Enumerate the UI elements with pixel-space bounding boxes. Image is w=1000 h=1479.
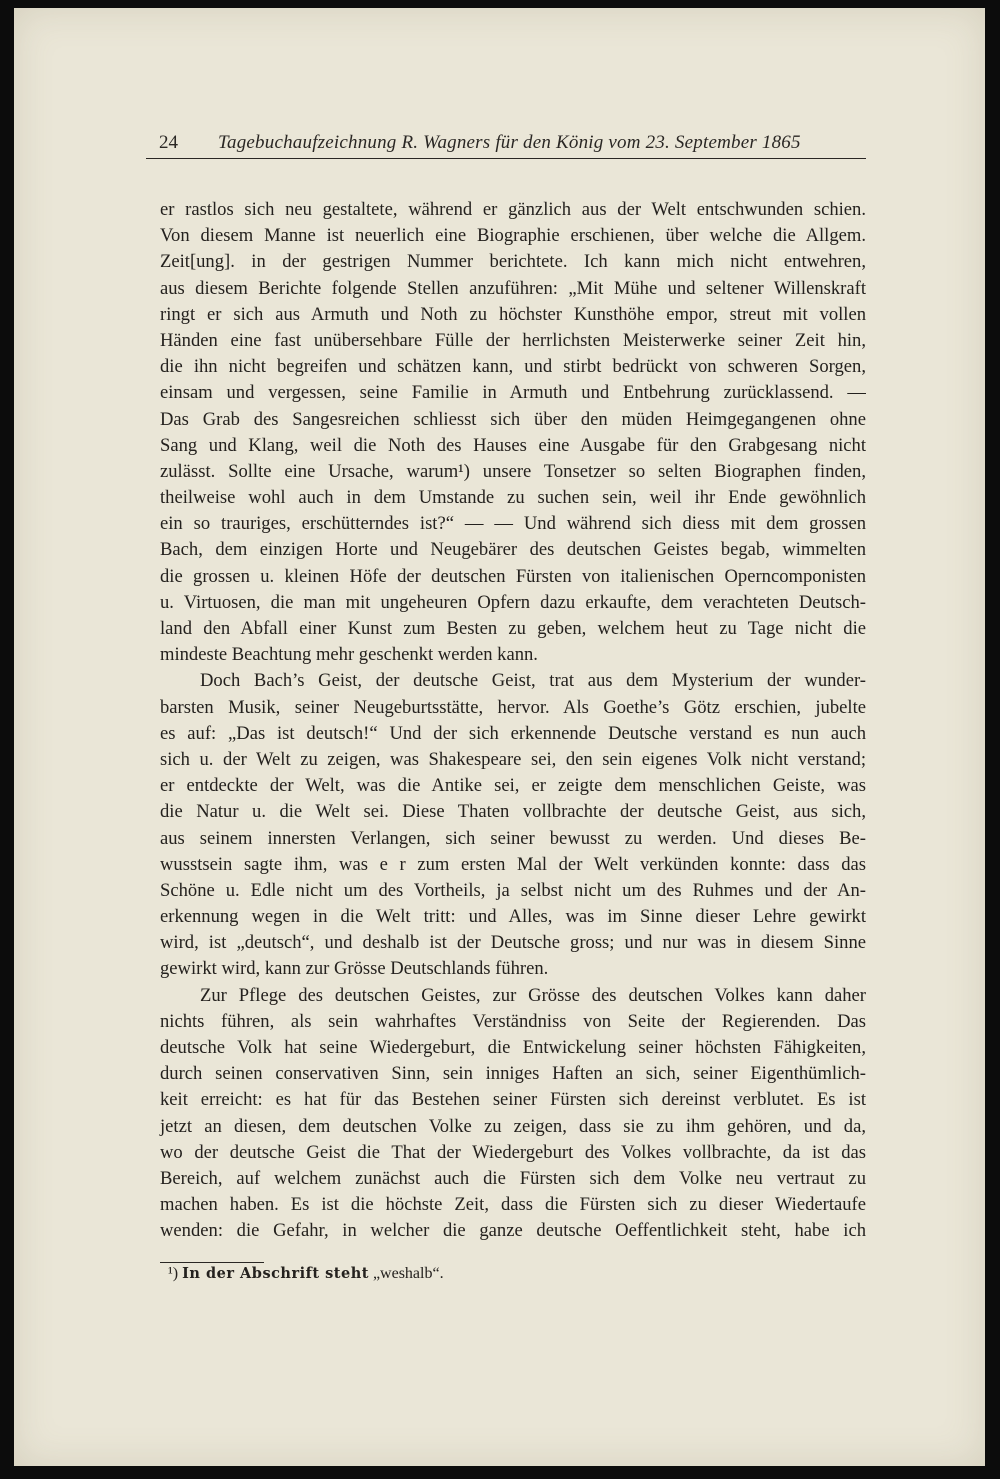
text-line: keit erreicht: es hat für das Bestehen seiner Fürsten sich dereinst verblutet. Es ist (160, 1089, 866, 1111)
text-line: die Natur u. die Welt sei. Diese Thaten vollbrachte der deutsche Geist, aus sich, (160, 801, 866, 823)
text-line: land den Abfall einer Kunst zum Besten zu geben, welchem heut zu Tage nicht die (160, 618, 866, 639)
text-line: Von diesem Manne ist neuerlich eine Biographie erschienen, über welche die Allgem. (160, 225, 866, 247)
footnote-marker: ¹) (168, 1265, 179, 1282)
footnote-quoted-word: „weshalb“. (372, 1265, 444, 1282)
text-line: u. Virtuosen, die man mit ungeheuren Opfern dazu erkaufte, dem verachteten Deutsch- (160, 591, 866, 613)
text-line: die grossen u. kleinen Höfe der deutschen Fürsten von italienischen Operncomponisten (160, 565, 866, 587)
text-line: er entdeckte der Welt, was die Antike sei, er zeigte dem menschlichen Geiste, was (160, 775, 866, 797)
text-line: Zeit[ung]. in der gestrigen Nummer berichtete. Ich kann mich nicht entwehren, (160, 251, 866, 273)
text-line: wird, ist „deutsch“, und deshalb ist der Deutsche gross; und nur was in diesem Sinne (160, 932, 866, 954)
text-line: sich u. der Welt zu zeigen, was Shakespeare sei, den sein eigenes Volk nicht verstand; (160, 748, 866, 770)
text-line: Bach, dem einzigen Horte und Neugebärer des deutschen Geistes begab, wimmelten (160, 539, 866, 561)
text-line: ein so trauriges, erschütterndes ist?“ — — Und während sich diess mit dem grossen (160, 513, 866, 535)
running-title: Tagebuchaufzeichnung R. Wagners für den König vom 23. September 1865 (218, 132, 801, 153)
text-line: Zur Pflege des deutschen Geistes, zur Grösse des deutschen Volkes kann daher (200, 984, 866, 1006)
text-line: Händen eine fast unübersehbare Fülle der herrlichsten Meisterwerke seiner Zeit hin, (160, 329, 866, 351)
text-line: die ihn nicht begreifen und schätzen kann, und stirbt bedrückt von schweren Sorgen, (160, 356, 866, 378)
text-line: einsam und vergessen, seine Familie in Armuth und Entbehrung zurücklassend. — (160, 382, 866, 404)
text-line: barsten Musik, seiner Neugeburtsstätte, hervor. Als Goethe’s Götz erschien, jubelte (160, 696, 866, 718)
text-line: Das Grab des Sangesreichen schliesst sich über den müden Heimgegangenen ohne (160, 408, 866, 430)
text-line: theilweise wohl auch in dem Umstande zu suchen sein, weil ihr Ende gewöhnlich (160, 487, 866, 509)
text-line: wo der deutsche Geist die That der Wiedergeburt des Volkes vollbrachte, da ist das (160, 1141, 866, 1163)
page-number: 24 (159, 132, 178, 153)
footnote (168, 1265, 444, 1283)
text-line: es auf: „Das ist deutsch!“ Und der sich erkennende Deutsche verstand es nun auch (160, 722, 866, 744)
text-line: mindeste Beachtung mehr geschenkt werden kann. (160, 644, 538, 666)
text-line: zulässt. Sollte eine Ursache, warum¹) unsere Tonsetzer so selten Biographen finden, (160, 460, 866, 482)
text-line: nichts führen, als sein wahrhaftes Verständniss von Seite der Regierenden. Das (160, 1010, 866, 1032)
text-line: wusstsein sagte ihm, was e r zum ersten Mal der Welt verkünden konnte: dass das (160, 853, 866, 875)
text-line: aus diesem Berichte folgende Stellen anzuführen: „Mit Mühe und seltener Willenskraft (160, 277, 866, 299)
body-text (146, 197, 866, 1245)
footnote-fraktur-text: In der Abschrift steht (182, 1265, 369, 1282)
text-line: Sang und Klang, weil die Noth des Hauses eine Ausgabe für den Grabgesang nicht (160, 434, 866, 456)
text-line: ringt er sich aus Armuth und Noth zu höchster Kunsthöhe empor, streut mit vollen (160, 303, 866, 325)
text-line: erkennung wegen in die Welt tritt: und Alles, was im Sinne dieser Lehre gewirkt (160, 906, 866, 928)
text-line: Schöne u. Edle nicht um des Vortheils, ja selbst nicht um des Ruhmes und der An- (160, 879, 866, 901)
text-line: er rastlos sich neu gestaltete, während er gänzlich aus der Welt entschwunden schien. (160, 199, 866, 220)
text-line: Doch Bach’s Geist, der deutsche Geist, trat aus dem Mysterium der wunder- (200, 670, 866, 692)
text-line: deutsche Volk hat seine Wiedergeburt, die Entwickelung seiner höchsten Fähigkeiten, (160, 1037, 866, 1058)
footnote-rule (160, 1262, 264, 1263)
text-line: wenden: die Gefahr, in welcher die ganze deutsche Oeffentlichkeit steht, habe ich (160, 1220, 866, 1242)
text-line: durch seinen conservativen Sinn, sein inniges Haften an sich, seiner Eigenthümlich- (160, 1063, 866, 1085)
text-line: Bereich, auf welchem zunächst auch die Fürsten sich dem Volke neu vertraut zu (160, 1167, 866, 1189)
text-line: jetzt an diesen, dem deutschen Volke zu zeigen, dass sie zu ihm gehören, und da, (160, 1115, 866, 1137)
text-line: aus seinem innersten Verlangen, sich seiner bewusst zu werden. Und dieses Be- (160, 827, 866, 849)
text-line: machen haben. Es ist die höchste Zeit, dass die Fürsten sich zu dieser Wiedertaufe (160, 1194, 866, 1216)
running-header (146, 130, 866, 159)
text-line: gewirkt wird, kann zur Grösse Deutschlands führen. (160, 958, 549, 980)
